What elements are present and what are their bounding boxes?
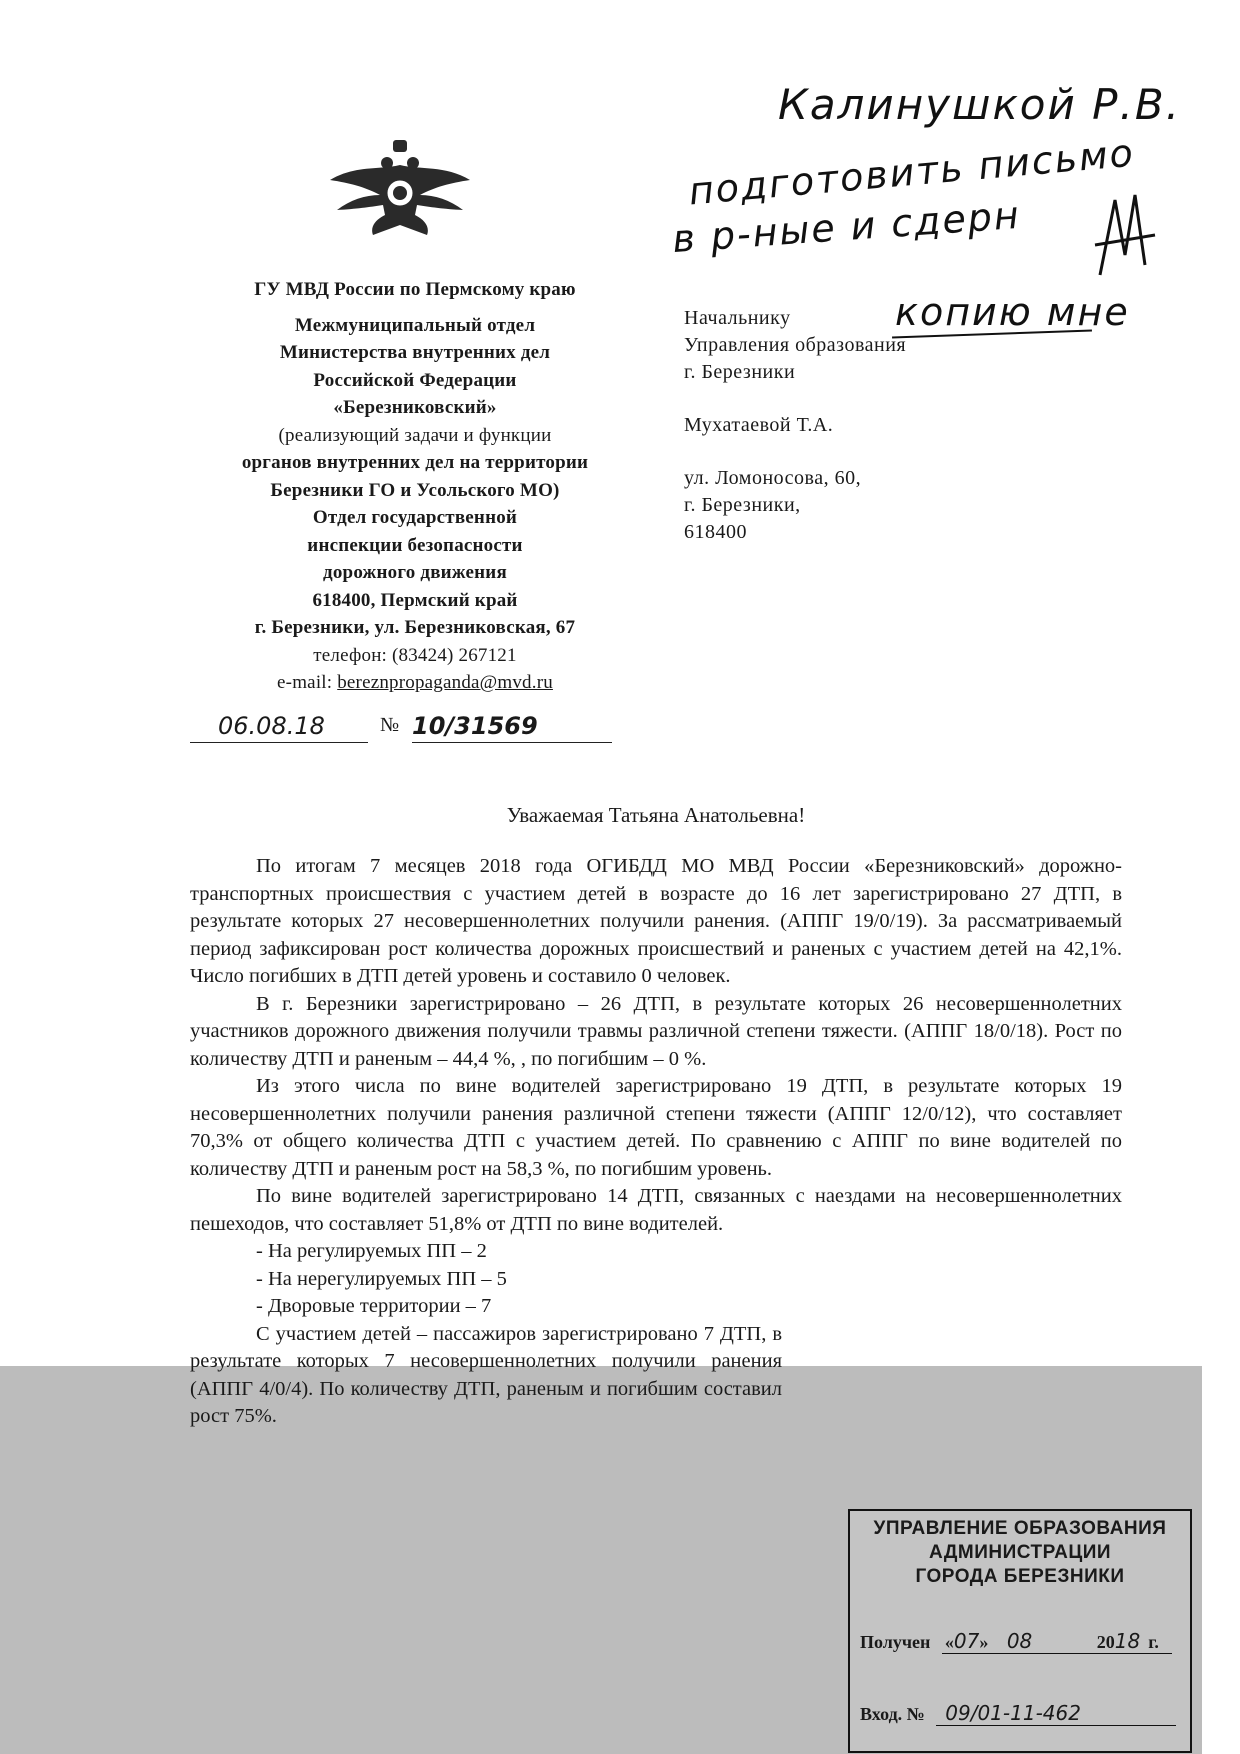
sender-line: (реализующий задачи и функции (278, 424, 552, 446)
received-day: 07 (953, 1629, 980, 1653)
stamp-title-line: ГОРОДА БЕРЕЗНИКИ (915, 1566, 1125, 1587)
handwritten-resolution-line: копию мне (895, 290, 1130, 334)
handwritten-resolution-line: подготовить письмо (686, 130, 1137, 214)
handwritten-resolution-line: Калинушкой Р.В. (778, 80, 1181, 129)
sender-line: Российской Федерации (313, 369, 517, 391)
body-paragraph: Из этого числа по вине водителей зарегистрировано 19 ДТП, в результате которых 19 несовершеннолетних получили ранения различной степени тяжести (АППГ 12/0/12), что составляет 70,3% от общего количества ДТП с участием детей. По сравнению с АППГ по вине водителей по количеству ДТП и раненым рост на 58,3 %, по погибшим уровень. (190, 1075, 1122, 1180)
year-suffix: г. (1148, 1632, 1159, 1652)
salutation: Уважаемая Татьяна Анатольевна! (506, 803, 806, 827)
addressee-address-line: ул. Ломоносова, 60, (684, 467, 862, 489)
addressee-address-line: г. Березники, (684, 494, 801, 516)
sender-line: Министерства внутренних дел (279, 342, 551, 363)
email-link[interactable]: bereznpropaganda@mvd.ru (337, 672, 553, 693)
sender-line: Березники ГО и Усольского МО) (270, 479, 560, 501)
sender-email-row (190, 669, 640, 697)
addressee-line: г. Березники (684, 361, 796, 383)
sender-line: 618400, Пермский край (312, 589, 518, 611)
incoming-label: Вход. № (860, 1704, 925, 1724)
list-item: - На нерегулируемых ПП – 5 (256, 1267, 507, 1290)
list-item: - Дворовые территории – 7 (256, 1295, 492, 1317)
received-year: 18 (1114, 1629, 1141, 1653)
received-month: 08 (1006, 1629, 1033, 1653)
addressee-address-line: 618400 (684, 521, 747, 543)
list-item: - На регулируемых ПП – 2 (256, 1240, 487, 1262)
outgoing-date-number (190, 712, 620, 744)
body-paragraph: В г. Березники зарегистрировано – 26 ДТП, в результате которых 26 несовершеннолетних участников дорожного движения получили травмы различной степени тяжести. (АППГ 18/0/18). Рост по количеству ДТП и раненым – 44,4 %, , по погибшим – 0 %. (190, 992, 1122, 1070)
received-underline (942, 1653, 1172, 1654)
sender-phone: телефон: (83424) 267121 (313, 644, 517, 666)
handwritten-signature (1090, 185, 1160, 285)
letter-body (190, 853, 1122, 1431)
sender-line: г. Березники, ул. Березниковская, 67 (254, 617, 576, 638)
handwritten-resolution-line: в р-ные и сдерн (670, 192, 1023, 262)
double-headed-eagle-emblem (325, 135, 475, 245)
stamp-incoming-row (860, 1701, 1081, 1725)
stamp-title (850, 1517, 1190, 1589)
addressee-block (684, 305, 1014, 546)
outgoing-number: 10/31569 (412, 712, 538, 740)
incoming-number: 09/01-11-462 (945, 1701, 1081, 1725)
body-paragraph: С участием детей – пассажиров зарегистрировано 7 ДТП, в результате которых 7 несовершеннолетних получили ранения (АППГ 4/0/4). По количеству ДТП, раненым и погибшим составил рост 75%. (190, 1322, 782, 1427)
received-stamp (848, 1509, 1192, 1753)
stamp-title-line: УПРАВЛЕНИЕ ОБРАЗОВАНИЯ (873, 1518, 1167, 1539)
sender-line: инспекции безопасности (307, 534, 523, 556)
email-label: e-mail: (277, 672, 338, 693)
stamp-title-line: АДМИНИСТРАЦИИ (928, 1542, 1112, 1563)
incoming-underline (936, 1725, 1176, 1726)
outgoing-date: 06.08.18 (218, 712, 325, 740)
sender-line: «Березниковский» (333, 397, 497, 418)
sender-line: Отдел государственной (312, 507, 518, 528)
received-year-prefix: 20 (1096, 1632, 1115, 1652)
sender-line: дорожного движения (323, 562, 507, 583)
addressee-line: Начальнику (684, 307, 791, 329)
addressee-name: Мухатаевой Т.А. (684, 414, 834, 436)
number-sign: № (380, 714, 400, 736)
stamp-received-row: Получен «07» 08 2018 г. (860, 1629, 1159, 1653)
sender-line: Межмуниципальный отдел (294, 314, 536, 336)
body-paragraph: По итогам 7 месяцев 2018 года ОГИБДД МО МВД России «Березниковский» дорожно-транспортных происшествия с участием детей в возрасте до 16 лет зарегистрировано 27 ДТП, в результате которых 27 несовершеннолетних получили ранения. (АППГ 19/0/19). За рассматриваемый период зафиксирован рост количества дорожных происшествий и раненых с участием детей на 42,1%. Число погибших в ДТП детей уровень и составило 0 человек. (190, 855, 1122, 987)
sender-line: органов внутренних дел на территории (241, 452, 589, 473)
date-underline (190, 742, 368, 743)
sender-block (190, 276, 640, 697)
received-label: Получен (860, 1632, 931, 1652)
body-paragraph: По вине водителей зарегистрировано 14 ДТП, связанных с наездами на несовершеннолетних пешеходов, что составляет 51,8% от ДТП по вине водителей. (190, 1185, 1122, 1235)
addressee-line: Управления образования (684, 334, 907, 356)
number-underline (412, 742, 612, 743)
ministry-name: ГУ МВД России по Пермскому краю (254, 279, 576, 300)
